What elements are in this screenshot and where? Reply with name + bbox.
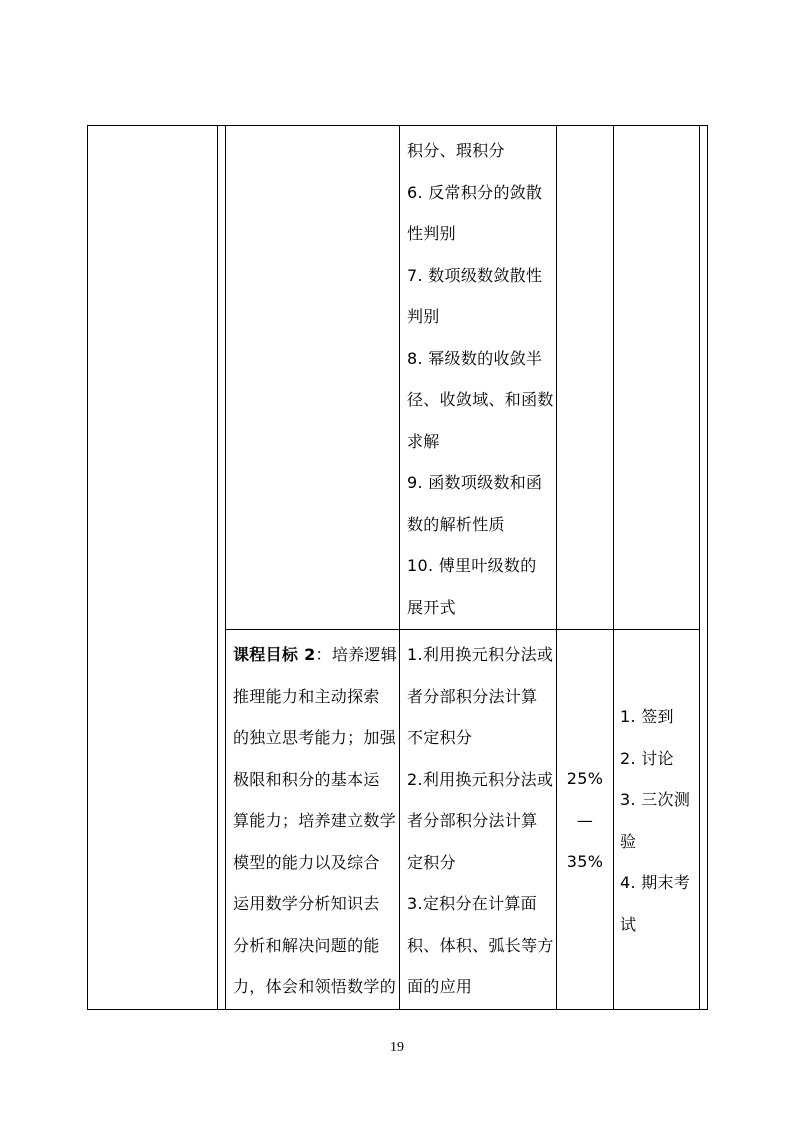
assessment-line: 试 [620,914,637,934]
table-left-border [87,125,88,1010]
content-line: 9. 函数项级数和函 [407,473,543,492]
row2-objective-cell [233,634,397,1008]
page-number: 19 [390,1040,404,1055]
content-line: 判别 [407,307,440,326]
table-top-border [87,125,707,126]
content-line: 1.利用换元积分法或 [407,645,554,664]
objective-label: 课程目标 2 [233,645,316,664]
table-right-border [707,125,708,1010]
content-line: 7. 数项级数敛散性 [407,265,543,285]
row2-weight-cell [556,758,614,883]
assessment-line: 验 [620,831,637,851]
objective-line: 极限和积分的基本运 [233,769,380,789]
content-line: 2.利用换元积分法或 [407,769,554,789]
col-divider [699,125,700,1010]
row1-content-cell [407,130,554,628]
row2-assessment-cell [620,696,690,945]
content-line: 性判别 [407,224,456,243]
col-divider [399,125,400,1010]
objective-line: 的独立思考能力；加强 [233,728,397,747]
content-line: 6. 反常积分的敛散 [407,182,543,202]
row-divider [225,629,699,630]
weight-line: 25% [566,769,604,788]
content-line: 3.定积分在计算面 [407,894,537,913]
objective-line: 模型的能力以及综合 [233,852,380,872]
col-divider [217,125,218,1010]
content-line: 面的应用 [407,977,473,996]
content-line: 积分、瑕积分 [407,141,505,160]
content-line: 求解 [407,431,440,451]
content-line: 数的解析性质 [407,514,505,534]
row2-content-cell [407,634,554,1008]
assessment-line: 1. 签到 [620,707,674,726]
objective-line: 力，体会和领悟数学的 [233,977,397,996]
objective-line: 运用数学分析知识去 [233,894,380,913]
content-line: 者分部积分法计算 [407,811,538,830]
content-line: 8. 幂级数的收敛半 [407,348,543,368]
table-bottom-border [87,1009,707,1010]
content-line: 定积分 [407,852,456,872]
objective-line: 算能力；培养建立数学 [233,811,397,830]
objective-line: 分析和解决问题的能 [233,935,380,955]
objective-first-line [233,634,397,676]
content-line: 不定积分 [407,728,473,747]
col-divider [225,125,226,1010]
content-line: 10. 傅里叶级数的 [407,556,537,575]
content-line: 积、体积、弧长等方 [407,935,554,955]
assessment-line: 3. 三次测 [620,790,691,809]
assessment-line: 2. 讨论 [620,748,674,768]
content-line: 展开式 [407,597,456,617]
objective-line: 推理能力和主动探索 [233,686,380,706]
assessment-line: 4. 期末考 [620,873,691,892]
weight-line: 35% [566,852,604,871]
content-line: 径、收敛域、和函数 [407,390,554,409]
content-line: 者分部积分法计算 [407,686,538,706]
weight-line: — [576,810,594,830]
objective-line: ：培养逻辑 [315,645,398,664]
